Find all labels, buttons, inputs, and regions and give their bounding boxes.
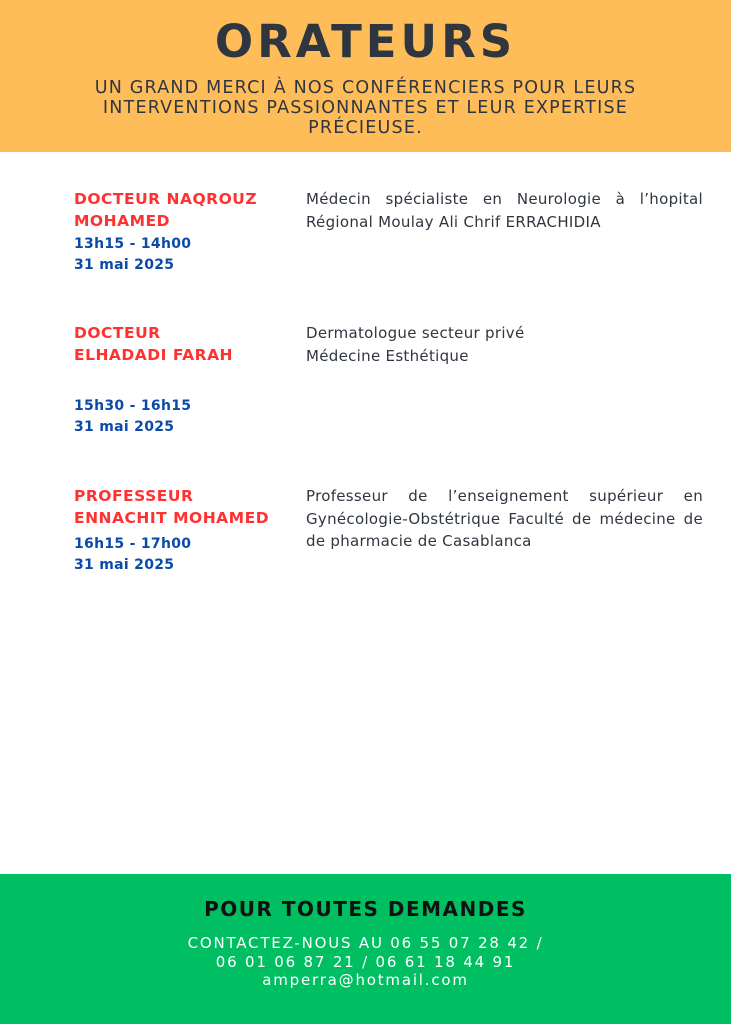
speaker-name: PROFESSEUR ENNACHIT MOHAMED [74,487,270,527]
speaker-description: Médecin spécialiste en Neurologie à l’hopital Régional Moulay Ali Chrif ERRACHIDIA [306,190,703,231]
speaker-description: Professeur de l’enseignement supérieur en Gynécologie-Obstétrique Faculté de médecine de de pharmacie de Casablanca [306,487,703,550]
speaker-name: DOCTEUR ELHADADI FARAH [74,324,234,364]
speaker-date: 31 mai 2025 [74,257,175,273]
footer-title: POUR TOUTES DEMANDES [204,897,527,921]
speaker-info [74,485,302,576]
speaker-description-line: Dermatologue secteur privé [306,324,525,342]
speaker-name: DOCTEUR NAQROUZ MOHAMED [74,190,258,230]
footer-banner [0,874,731,1024]
speaker-date: 31 mai 2025 [74,557,175,573]
speaker-info [74,322,302,438]
contact-phone-line: 06 01 06 87 21 / 06 61 18 44 91 [215,952,516,971]
speaker-time: 16h15 - 17h00 [74,536,192,552]
speaker-time: 13h15 - 14h00 [74,236,192,252]
speaker-info [74,188,302,276]
speaker-time: 15h30 - 16h15 [74,398,192,414]
contact-phone-line: CONTACTEZ-NOUS AU 06 55 07 28 42 / [187,934,544,952]
page-title: ORATEURS [214,15,517,68]
contact-email: amperra@hotmail.com [262,971,469,989]
header-banner [0,0,731,152]
speaker-description [306,322,703,367]
speaker-date: 31 mai 2025 [74,419,175,435]
page-subtitle: UN GRAND MERCI À NOS CONFÉRENCIERS POUR LEURS INTERVENTIONS PASSIONNANTES ET LEUR EXPERTISE PRÉCIEUSE. [94,78,637,138]
speaker-description-line: Médecine Esthétique [306,346,469,365]
contact-info [150,934,581,990]
